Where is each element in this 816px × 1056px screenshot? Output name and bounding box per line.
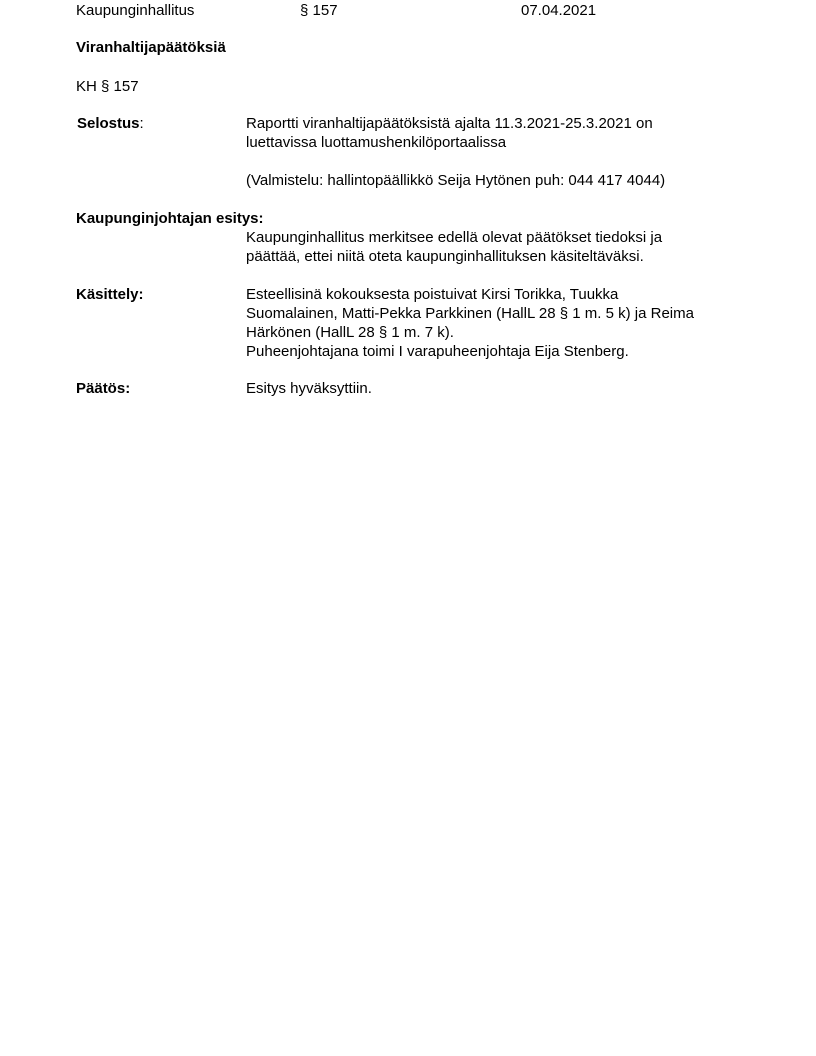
- selostus-line: luettavissa luottamushenkilöportaalissa: [246, 134, 507, 151]
- page-title: Viranhaltijapäätöksiä: [76, 39, 226, 56]
- selostus-label: Selostus:: [77, 115, 144, 132]
- kasittely-label: Käsittely:: [76, 286, 144, 303]
- selostus-line: Raportti viranhaltijapäätöksistä ajalta 11.3.2021-25.3.2021 on: [246, 115, 653, 132]
- esitys-line: Kaupunginhallitus merkitsee edellä olevat päätökset tiedoksi ja: [246, 229, 663, 246]
- reference: KH § 157: [76, 78, 139, 95]
- selostus-text: [246, 114, 766, 152]
- kasittely-line: Härkönen (HallL 28 § 1 m. 7 k).: [246, 324, 454, 341]
- body-name: Kaupunginhallitus: [76, 2, 195, 19]
- esitys-text: [246, 228, 766, 266]
- esitys-line: päättää, ettei niitä oteta kaupunginhallituksen käsiteltäväksi.: [246, 248, 644, 265]
- kasittely-line: Puheenjohtajana toimi I varapuheenjohtaja Eija Stenberg.: [246, 343, 629, 360]
- kasittely-line: Suomalainen, Matti-Pekka Parkkinen (HallL 28 § 1 m. 5 k) ja Reima: [246, 305, 694, 322]
- esitys-label: Kaupunginjohtajan esitys:: [76, 210, 264, 227]
- paatos-text: Esitys hyväksyttiin.: [246, 380, 372, 397]
- meeting-date: 07.04.2021: [521, 2, 597, 19]
- preparer-info: (Valmistelu: hallintopäällikkö Seija Hytönen puh: 044 417 4044): [246, 172, 666, 189]
- kasittely-line: Esteellisinä kokouksesta poistuivat Kirsi Torikka, Tuukka: [246, 286, 619, 303]
- paatos-label: Päätös:: [76, 380, 131, 397]
- section-number: § 157: [300, 2, 338, 19]
- kasittely-text: [246, 285, 766, 361]
